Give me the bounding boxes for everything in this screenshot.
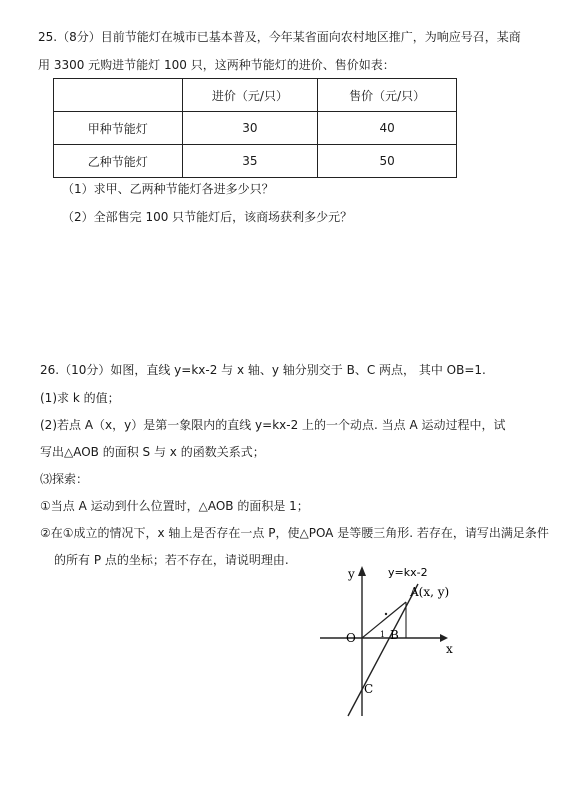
table-cell: 35	[182, 145, 318, 178]
q26-line-7: ②在①成立的情况下，x 轴上是否存在一点 P，使△POA 是等腰三角形. 若存在，请写出满足条件	[40, 526, 549, 540]
table-header-cell: 售价（元/只）	[318, 79, 457, 112]
table-header-cell	[54, 79, 183, 112]
table-cell: 40	[318, 112, 457, 145]
label-origin: O	[346, 631, 356, 645]
price-table	[53, 78, 457, 178]
table-cell: 30	[182, 112, 318, 145]
table-header-row	[54, 79, 457, 112]
x-axis-arrow-icon	[440, 634, 448, 642]
label-point-c: C	[364, 682, 374, 696]
table-cell: 乙种节能灯	[54, 145, 183, 178]
line-y-kx-2	[348, 584, 418, 716]
q26-line-5: ⑶探索：	[40, 472, 89, 486]
q26-line-8: 的所有 P 点的坐标；若不存在，请说明理由.	[54, 553, 289, 567]
table-cell: 50	[318, 145, 457, 178]
y-axis-arrow-icon	[358, 566, 366, 576]
table-cell: 甲种节能灯	[54, 112, 183, 145]
q25-line-1: 25.（8分）目前节能灯在城市已基本普及，今年某省面向农村地区推广，为响应号召，某商	[38, 30, 521, 44]
table-row	[54, 145, 457, 178]
label-y: y	[348, 567, 355, 581]
q26-line-4: 写出△AOB 的面积 S 与 x 的函数关系式；	[40, 445, 265, 459]
q25-sub-2: （2）全部售完 100 只节能灯后，该商场获利多少元？	[62, 210, 353, 224]
label-point-b: B	[390, 628, 399, 642]
q25-sub-1: （1）求甲、乙两种节能灯各进多少只？	[62, 182, 274, 196]
label-x: x	[446, 642, 453, 656]
q26-line-2: (1)求 k 的值；	[40, 391, 120, 405]
q26-line-1: 26.（10分）如图，直线 y=kx-2 与 x 轴、y 轴分别交于 B、C 两点， 其中 OB=1.	[40, 363, 486, 377]
label-one: 1	[380, 630, 386, 639]
q26-line-6: ①当点 A 运动到什么位置时，△AOB 的面积是 1；	[40, 499, 309, 513]
table-header-cell: 进价（元/只）	[182, 79, 318, 112]
q26-line-3: (2)若点 A（x，y）是第一象限内的直线 y=kx-2 上的一个动点. 当点 A 运动过程中，试	[40, 418, 506, 432]
coordinate-figure	[300, 556, 470, 726]
table-row	[54, 112, 457, 145]
q25-line-2: 用 3300 元购进节能灯 100 只，这两种节能灯的进价、售价如表：	[38, 58, 395, 72]
label-point-a: A(x, y)	[410, 585, 450, 599]
label-line-equation: y=kx-2	[388, 566, 428, 579]
point-mark	[385, 613, 387, 615]
